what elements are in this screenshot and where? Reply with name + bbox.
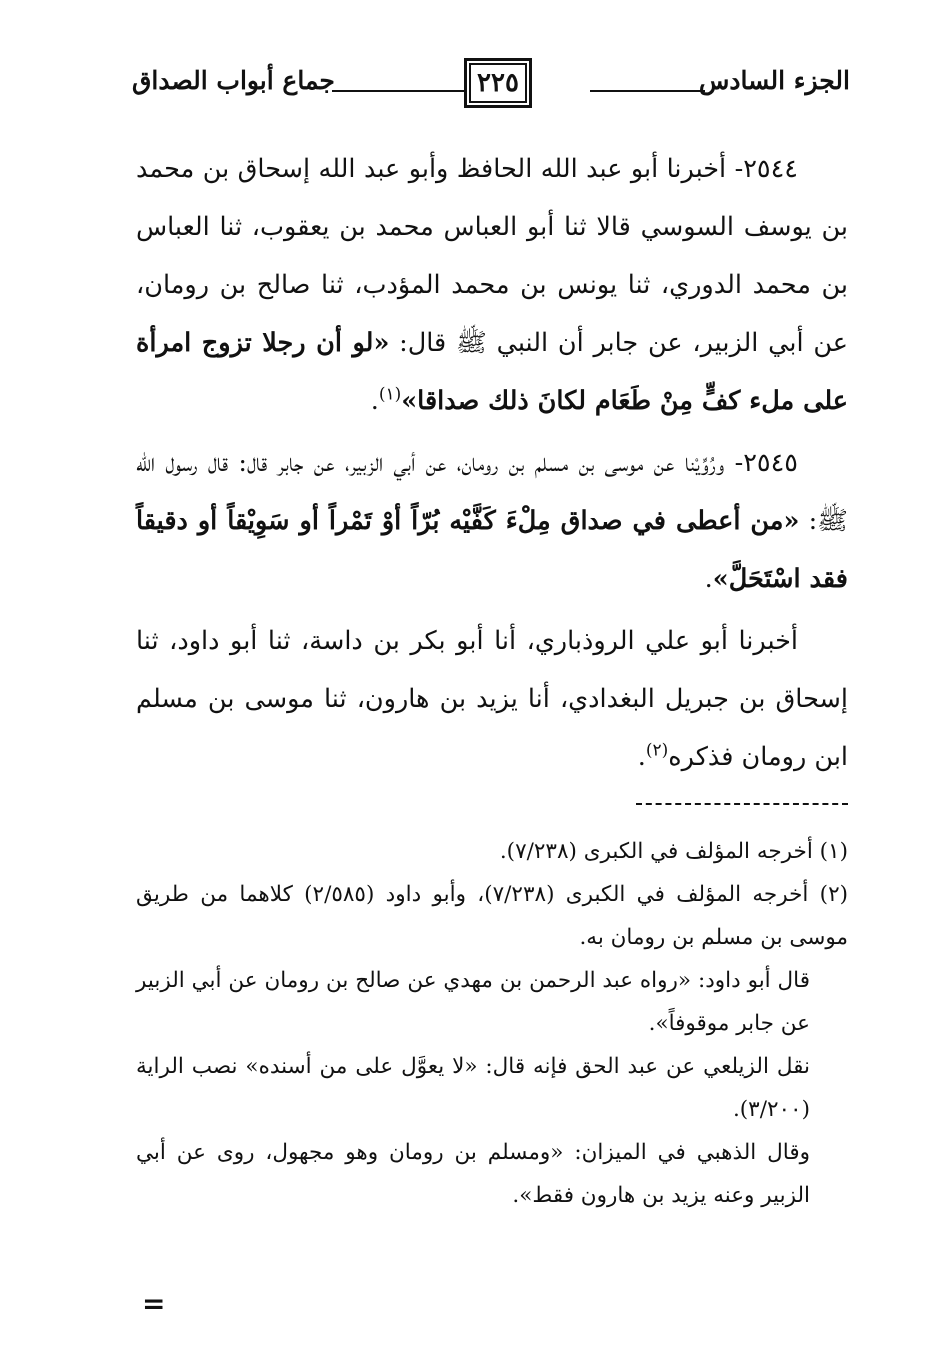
footnote-2-dhahabi: وقال الذهبي في الميزان: «ومسلم بن رومان وهو مجهول، روى عن أبي الزبير وعنه يزيد بن هارون فقط». [136, 1140, 810, 1208]
main-text [136, 140, 848, 790]
footnote-2: (٢) أخرجه المؤلف في الكبرى (٧/٢٣٨)، وأبو داود (٢/٥٨٥) كلاهما من طريق موسى بن مسلم بن رومان به. [136, 882, 849, 950]
footnote-separator [636, 803, 848, 805]
footnote-1: (١) أخرجه المؤلف في الكبرى (٧/٢٣٨). [499, 839, 848, 864]
header-rule-left [332, 90, 467, 92]
footnotes [136, 830, 848, 1217]
hadith-2545-end: . [704, 564, 713, 594]
hadith-2545-chain-end: . [637, 742, 646, 772]
footnote-2-abu-dawud: قال أبو داود: «رواه عبد الرحمن بن مهدي عن صالح بن رومان عن أبي الزبير عن جابر موقوفاً». [136, 968, 810, 1036]
running-header [132, 58, 850, 112]
hadith-2545-chain-text: أخبرنا أبو علي الروذباري، أنا أبو بكر بن داسة، ثنا أبو داود، ثنا إسحاق بن جبريل البغدادي، أنا يزيد بن هارون، ثنا موسى بن مسلم ابن رومان فذكره [136, 626, 848, 772]
hadith-2545-isnad: ٢٥٤٥- ورُوِّيْنا عن موسى بن مسلم بن رومان، عن أبي الزبير، عن جابر قال: قال رسول الله ﷺ: [136, 448, 848, 536]
footnote-2-zaylai: نقل الزيلعي عن عبد الحق فإنه قال: «لا يعوَّل على من أسنده» نصب الراية (٣/٢٠٠). [136, 1054, 810, 1122]
section-title: جماع أبواب الصداق [132, 66, 335, 95]
hadith-2544-matn: «لو أن رجلا تزوج امرأة على ملء كفٍّ مِنْ طَعَام لكانَ ذلك صداقا» [136, 328, 848, 416]
hadith-2545-chain [136, 612, 848, 786]
footnote-ref-1[interactable]: (١) [378, 384, 402, 405]
hadith-2545 [136, 434, 848, 608]
page-number [464, 58, 532, 108]
hadith-2544-isnad: ٢٥٤٤- أخبرنا أبو عبد الله الحافظ وأبو عبد الله إسحاق بن محمد بن يوسف السوسي قالا ثنا أبو العباس محمد بن يعقوب، ثنا العباس بن محمد الدوري، ثنا يونس بن محمد المؤدب، ثنا صالح بن رومان، عن أبي الزبير، عن جابر أن النبي ﷺ قال: [136, 154, 848, 358]
volume-label: الجزء السادس [698, 66, 850, 95]
hadith-2545-matn: «من أعطى في صداق مِلْءَ كَفَّيْه بُرّاً أوْ تَمْراً أو سَوِيْقاً أو دقيقاً فقد اسْتَحَلَّ» [136, 506, 848, 594]
hadith-2544-end: . [370, 386, 379, 416]
header-rule-right [590, 90, 705, 92]
footnote-ref-2[interactable]: (٢) [645, 740, 669, 761]
page-number-text: ٢٢٥ [477, 68, 519, 98]
hadith-2544 [136, 140, 848, 430]
page-end-mark: = [142, 1287, 166, 1320]
